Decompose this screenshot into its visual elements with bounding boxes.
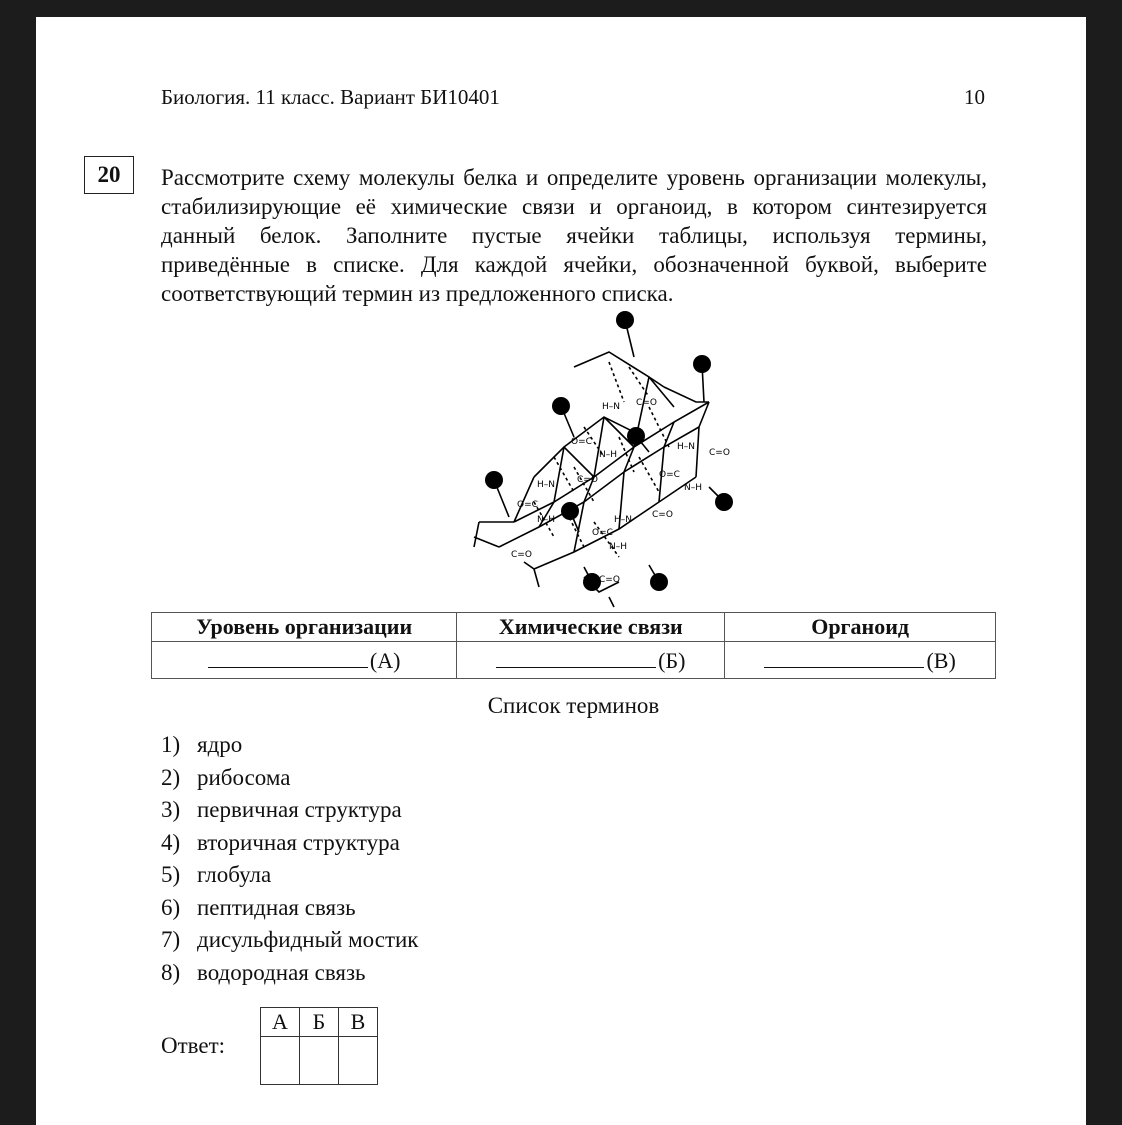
- answer-grid: [260, 1007, 378, 1085]
- list-item: 8) водородная связь: [161, 959, 366, 985]
- svg-text:C=O: C=O: [577, 475, 598, 485]
- svg-text:O=C: O=C: [517, 500, 538, 510]
- svg-text:N–H: N–H: [609, 542, 627, 552]
- answer-col-v: В: [339, 1008, 378, 1037]
- svg-text:H–N: H–N: [614, 515, 632, 525]
- table-header-bonds: Химические связи: [457, 613, 725, 642]
- page-number: 10: [964, 85, 985, 109]
- term-list-title: Список терминов: [487, 693, 660, 718]
- svg-text:C=O: C=O: [511, 550, 532, 560]
- answer-input-a[interactable]: [261, 1037, 300, 1085]
- list-item: 1) ядро: [161, 732, 243, 757]
- answer-input-b[interactable]: [300, 1037, 339, 1085]
- list-item: 3) первичная структура: [161, 797, 402, 822]
- answer-label: Ответ:: [161, 1033, 226, 1058]
- table-cell-b: (Б): [457, 642, 725, 679]
- svg-text:C=O: C=O: [652, 510, 673, 520]
- svg-text:N–H: N–H: [684, 483, 702, 493]
- answer-col-b: Б: [300, 1008, 339, 1037]
- task-text: Рассмотрите схему молекулы белка и определите уровень организации молекулы, стабилизирующие её химические связи и органоид, в котором синтезируется данный белок. Заполните пустые ячейки таблицы, используя термины, приведённые в списке. Для каждой ячейки, обозначенной буквой, выберите соответствующий термин из предложенного списка.: [161, 165, 987, 306]
- protein-helix-diagram: [434, 307, 730, 607]
- answer-blank: [496, 647, 656, 668]
- svg-text:C=O: C=O: [709, 448, 730, 458]
- task-table: [151, 612, 996, 679]
- svg-text:N–H: N–H: [537, 515, 555, 525]
- answer-input-v[interactable]: [339, 1037, 378, 1085]
- list-item: 7) дисульфидный мостик: [161, 927, 419, 952]
- answer-blank: [764, 647, 924, 668]
- term-list: [161, 729, 418, 989]
- list-item: 4) вторичная структура: [161, 829, 400, 855]
- table-header-level: Уровень организации: [152, 613, 457, 642]
- svg-text:H–N: H–N: [537, 480, 555, 490]
- table-cell-v: (В): [725, 642, 996, 679]
- list-item: 6) пептидная связь: [161, 894, 356, 920]
- svg-text:O=C: O=C: [592, 528, 613, 538]
- table-header-organelle: Органоид: [725, 613, 996, 642]
- svg-text:O=C: O=C: [659, 470, 680, 480]
- answer-col-a: А: [261, 1008, 300, 1037]
- svg-text:O=C: O=C: [571, 437, 592, 447]
- svg-text:C=O: C=O: [599, 575, 620, 585]
- svg-text:C=O: C=O: [636, 398, 657, 408]
- page-header-title: Биология. 11 класс. Вариант БИ10401: [161, 85, 500, 109]
- svg-text:H–N: H–N: [602, 402, 620, 412]
- svg-text:H–N: H–N: [677, 442, 695, 452]
- exam-page: [36, 17, 1086, 1125]
- task-number-box: 20: [84, 156, 134, 194]
- table-cell-a: (А): [152, 642, 457, 679]
- answer-blank: [208, 647, 368, 668]
- svg-text:N–H: N–H: [599, 450, 617, 460]
- list-item: 5) глобула: [161, 862, 272, 887]
- list-item: 2) рибосома: [161, 764, 291, 790]
